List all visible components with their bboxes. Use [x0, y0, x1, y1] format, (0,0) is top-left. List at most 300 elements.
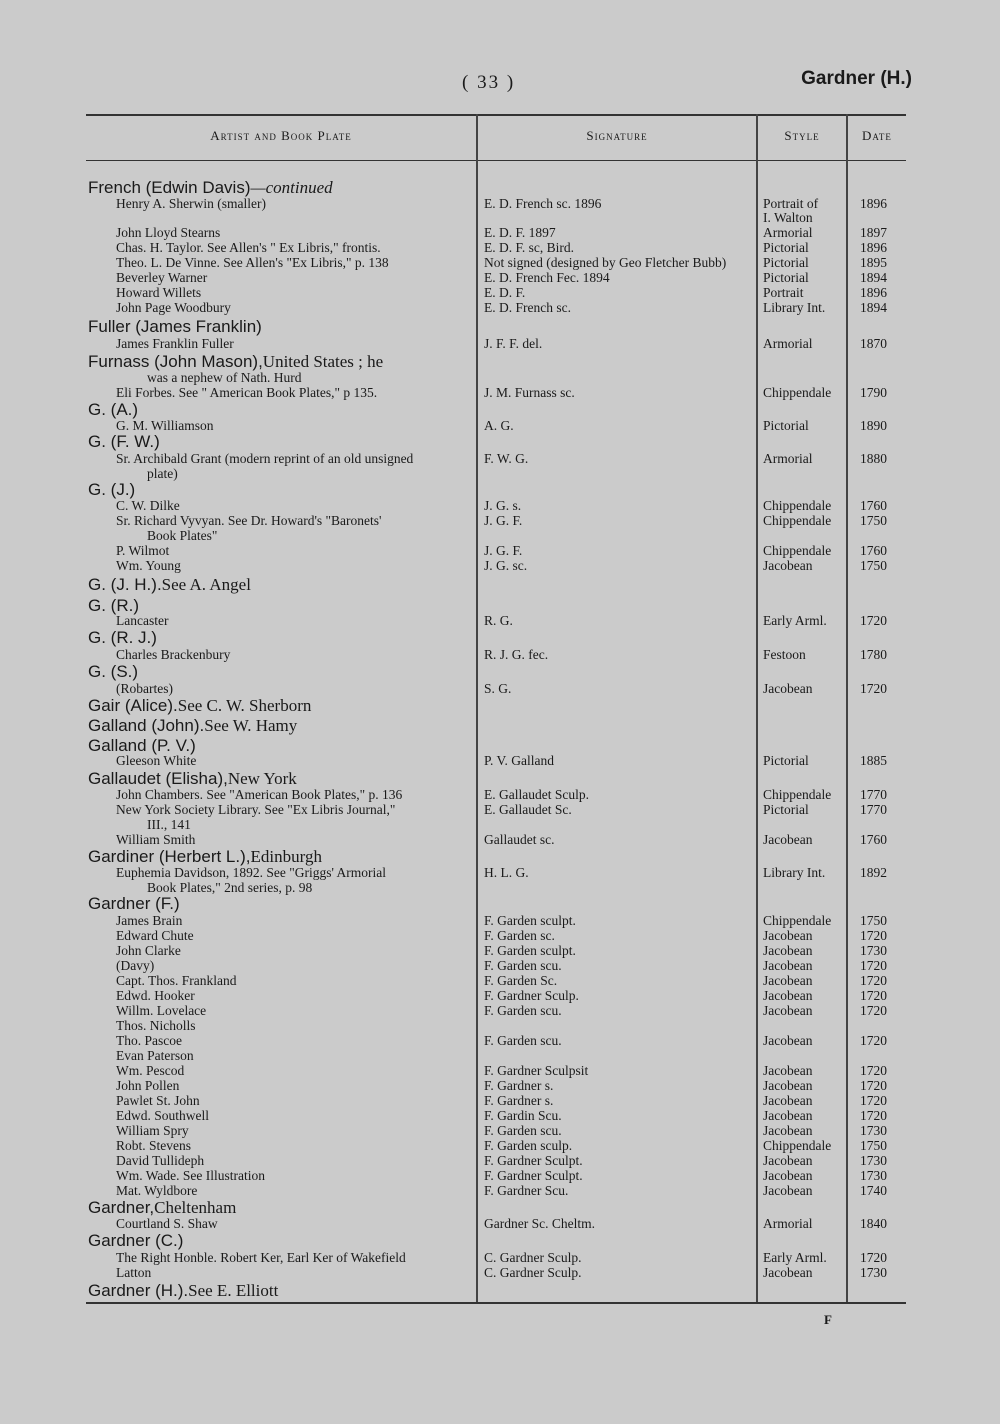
artist-name	[88, 352, 383, 372]
book-plate-owner: Book Plates"	[147, 528, 218, 543]
date-cell: 1720	[860, 1108, 887, 1123]
artist-heading-text: G. (F. W.)	[88, 432, 160, 451]
signature-cell: F. Gardner Sculpt.	[484, 1168, 583, 1183]
style-cell: Jacobean	[763, 1003, 813, 1018]
date-cell: 1720	[860, 988, 887, 1003]
table-row	[0, 466, 1000, 481]
table-row	[0, 370, 1000, 385]
table-row	[0, 1168, 1000, 1183]
date-cell: 1720	[860, 928, 887, 943]
signature-cell: C. Gardner Sculp.	[484, 1265, 582, 1280]
artist-heading-note: See C. W. Sherborn	[177, 696, 312, 715]
date-cell: 1885	[860, 753, 887, 768]
signature-cell: H. L. G.	[484, 865, 529, 880]
book-plate-owner: Eli Forbes. See " American Book Plates," p 135.	[116, 385, 378, 400]
signature-cell: E. D. F. 1897	[484, 225, 556, 240]
style-cell: Chippendale	[763, 513, 832, 528]
book-plate-owner: Beverley Warner	[116, 270, 208, 285]
artist-heading-text: French (Edwin Davis)	[88, 178, 251, 197]
book-plate-owner: Latton	[116, 1265, 152, 1280]
signature-cell: J. G. sc.	[484, 558, 528, 573]
bottom-rule	[86, 1302, 906, 1304]
artist-name	[88, 696, 311, 716]
book-plate-owner: William Smith	[116, 832, 196, 847]
artist-heading	[0, 352, 1000, 372]
style-cell: I. Walton	[763, 210, 813, 225]
table-row	[0, 817, 1000, 832]
style-cell: Library Int.	[763, 865, 826, 880]
table-row	[0, 513, 1000, 528]
artist-heading-note: See A. Angel	[161, 575, 251, 594]
date-cell: 1897	[860, 225, 887, 240]
signature-cell: S. G.	[484, 681, 512, 696]
artist-heading	[0, 662, 1000, 682]
date-cell: 1730	[860, 1265, 887, 1280]
date-cell: 1750	[860, 558, 887, 573]
book-plate-owner: Mat. Wyldbore	[116, 1183, 198, 1198]
signature-cell: F. Garden sculpt.	[484, 913, 576, 928]
style-cell: Jacobean	[763, 1265, 813, 1280]
style-cell: Jacobean	[763, 1123, 813, 1138]
book-plate-owner: David Tullideph	[116, 1153, 205, 1168]
signature-cell: C. Gardner Sculp.	[484, 1250, 582, 1265]
signature-cell: Gallaudet sc.	[484, 832, 555, 847]
table-row	[0, 988, 1000, 1003]
artist-heading-note: Cheltenham	[154, 1198, 237, 1217]
artist-heading-text: G. (J.)	[88, 480, 136, 499]
table-row	[0, 1138, 1000, 1153]
date-cell: 1730	[860, 943, 887, 958]
date-cell: 1730	[860, 1168, 887, 1183]
style-cell: Jacobean	[763, 943, 813, 958]
book-plate-owner: Gleeson White	[116, 753, 197, 768]
signature-cell: F. Gardner Sculpsit	[484, 1063, 589, 1078]
table-row	[0, 1265, 1000, 1280]
book-plate-owner: (Robartes)	[116, 681, 173, 696]
style-cell: Portrait	[763, 285, 804, 300]
artist-heading	[0, 575, 1000, 595]
signature-cell: F. Garden Sc.	[484, 973, 558, 988]
table-row	[0, 1153, 1000, 1168]
top-rule	[86, 114, 906, 116]
signature-cell: J. M. Furnass sc.	[484, 385, 575, 400]
signature-cell: F. Garden sculpt.	[484, 943, 576, 958]
table-row	[0, 196, 1000, 211]
artist-heading	[0, 847, 1000, 867]
table-row	[0, 958, 1000, 973]
date-cell: 1895	[860, 255, 887, 270]
style-cell: Jacobean	[763, 832, 813, 847]
artist-heading	[0, 716, 1000, 736]
style-cell: Jacobean	[763, 1093, 813, 1108]
book-plate-owner: Edwd. Hooker	[116, 988, 195, 1003]
book-plate-owner: Lancaster	[116, 613, 169, 628]
artist-heading-note: Edinburgh	[250, 847, 322, 866]
table-row	[0, 336, 1000, 351]
signature-cell: J. G. F.	[484, 513, 523, 528]
artist-heading-text: G. (J. H.).	[88, 575, 162, 594]
artist-name	[88, 716, 297, 736]
artist-heading-note: See W. Hamy	[204, 716, 298, 735]
running-head: Gardner (H.)	[801, 68, 912, 89]
date-cell: 1720	[860, 1078, 887, 1093]
book-plate-owner: Capt. Thos. Frankland	[116, 973, 237, 988]
table-row	[0, 385, 1000, 400]
style-cell: Chippendale	[763, 787, 832, 802]
date-cell: 1896	[860, 240, 887, 255]
artist-heading-text: Gardner (F.)	[88, 894, 180, 913]
style-cell: Pictorial	[763, 802, 809, 817]
book-plate-owner: Wm. Pescod	[116, 1063, 185, 1078]
style-cell: Early Arml.	[763, 613, 827, 628]
book-plate-owner: G. M. Williamson	[116, 418, 214, 433]
style-cell: Jacobean	[763, 681, 813, 696]
date-cell: 1896	[860, 285, 887, 300]
artist-heading	[0, 432, 1000, 452]
signature-cell: E. Gallaudet Sc.	[484, 802, 572, 817]
signature-cell: E. Gallaudet Sculp.	[484, 787, 589, 802]
date-cell: 1790	[860, 385, 887, 400]
artist-heading-note: See E. Elliott	[188, 1281, 279, 1300]
style-cell: Armorial	[763, 451, 813, 466]
book-plate-owner: New York Society Library. See "Ex Libris Journal,"	[116, 802, 396, 817]
signature-cell: F. Garden scu.	[484, 958, 562, 973]
book-plate-owner: Theo. L. De Vinne. See Allen's "Ex Libris," p. 138	[116, 255, 389, 270]
artist-heading-text: G. (R.)	[88, 596, 139, 615]
style-cell: Pictorial	[763, 255, 809, 270]
date-cell: 1720	[860, 958, 887, 973]
book-plate-owner: Sr. Archibald Grant (modern reprint of an old unsigned	[116, 451, 414, 466]
table-row	[0, 865, 1000, 880]
signature-cell: R. J. G. fec.	[484, 647, 549, 662]
book-plate-owner: Edward Chute	[116, 928, 194, 943]
table-row	[0, 558, 1000, 573]
book-plate-owner: William Spry	[116, 1123, 189, 1138]
signature-cell: E. D. French sc. 1896	[484, 196, 602, 211]
date-cell: 1760	[860, 498, 887, 513]
table-row	[0, 832, 1000, 847]
signature-cell: J. G. F.	[484, 543, 523, 558]
table-row	[0, 1078, 1000, 1093]
artist-heading-note: —continued	[250, 178, 333, 197]
table-row	[0, 543, 1000, 558]
style-cell: Chippendale	[763, 498, 832, 513]
style-cell: Jacobean	[763, 1168, 813, 1183]
date-cell: 1720	[860, 1250, 887, 1265]
book-plate-owner: was a nephew of Nath. Hurd	[147, 370, 302, 385]
artist-name	[88, 317, 262, 337]
style-cell: Jacobean	[763, 958, 813, 973]
style-cell: Portrait of	[763, 196, 819, 211]
style-cell: Library Int.	[763, 300, 826, 315]
signature-cell: E. D. French sc.	[484, 300, 571, 315]
table-row	[0, 300, 1000, 315]
book-plate-owner: Edwd. Southwell	[116, 1108, 209, 1123]
date-cell: 1870	[860, 336, 887, 351]
book-plate-owner: (Davy)	[116, 958, 155, 973]
date-cell: 1894	[860, 300, 887, 315]
artist-heading-text: Galland (P. V.)	[88, 736, 196, 755]
column-header-artist: Artist and Book Plate	[210, 128, 352, 143]
book-plate-owner: John Page Woodbury	[116, 300, 231, 315]
table-row	[0, 210, 1000, 225]
signature-cell: F. Garden sculp.	[484, 1138, 573, 1153]
date-cell: 1780	[860, 647, 887, 662]
date-cell: 1720	[860, 1093, 887, 1108]
column-header-style: Style	[784, 128, 820, 143]
artist-heading-text: Gardner (C.)	[88, 1231, 184, 1250]
table-row	[0, 1003, 1000, 1018]
book-plate-owner: Sr. Richard Vyvyan. See Dr. Howard's "Baronets'	[116, 513, 382, 528]
header-rule	[86, 160, 906, 161]
table-row	[0, 1183, 1000, 1198]
style-cell: Chippendale	[763, 913, 832, 928]
book-plate-owner: John Clarke	[116, 943, 181, 958]
book-plate-owner: Courtland S. Shaw	[116, 1216, 218, 1231]
signature-cell: R. G.	[484, 613, 513, 628]
book-plate-owner: Book Plates," 2nd series, p. 98	[147, 880, 313, 895]
signature-cell: F. Gardner Sculpt.	[484, 1153, 583, 1168]
style-cell: Pictorial	[763, 240, 809, 255]
style-cell: Early Arml.	[763, 1250, 827, 1265]
table-row	[0, 973, 1000, 988]
signature-cell: E. D. French Fec. 1894	[484, 270, 610, 285]
artist-name	[88, 769, 297, 789]
book-plate-owner: C. W. Dilke	[116, 498, 180, 513]
style-cell: Chippendale	[763, 543, 832, 558]
date-cell: 1740	[860, 1183, 887, 1198]
date-cell: 1730	[860, 1123, 887, 1138]
artist-name	[88, 628, 157, 648]
table-row	[0, 1123, 1000, 1138]
artist-name	[88, 575, 251, 595]
style-cell: Chippendale	[763, 1138, 832, 1153]
artist-name	[88, 1281, 278, 1301]
date-cell: 1750	[860, 1138, 887, 1153]
table-row	[0, 928, 1000, 943]
table-row	[0, 225, 1000, 240]
book-plate-owner: Evan Paterson	[116, 1048, 194, 1063]
artist-name	[88, 894, 180, 914]
table-row	[0, 528, 1000, 543]
artist-heading-text: Gardner (H.).	[88, 1281, 189, 1300]
style-cell: Jacobean	[763, 1153, 813, 1168]
artist-heading	[0, 480, 1000, 500]
book-plate-owner: plate)	[147, 466, 178, 481]
signature-cell: F. Gardner Scu.	[484, 1183, 569, 1198]
artist-name	[88, 1198, 236, 1218]
artist-heading-text: G. (A.)	[88, 400, 139, 419]
book-plate-owner: Chas. H. Taylor. See Allen's " Ex Libris," frontis.	[116, 240, 381, 255]
artist-heading	[0, 628, 1000, 648]
table-row	[0, 1018, 1000, 1033]
signature-cell: F. Garden sc.	[484, 928, 555, 943]
artist-heading	[0, 894, 1000, 914]
artist-name	[88, 178, 333, 198]
style-cell: Jacobean	[763, 928, 813, 943]
book-plate-owner: Tho. Pascoe	[116, 1033, 182, 1048]
artist-heading	[0, 769, 1000, 789]
artist-name	[88, 847, 322, 867]
book-plate-owner: Pawlet St. John	[116, 1093, 200, 1108]
column-header-signature: Signature	[586, 128, 648, 143]
signature-mark: F	[824, 1312, 832, 1327]
column-header-date: Date	[862, 128, 892, 143]
book-plate-owner: Willm. Lovelace	[116, 1003, 207, 1018]
date-cell: 1720	[860, 973, 887, 988]
table-row	[0, 285, 1000, 300]
artist-heading	[0, 317, 1000, 337]
book-plate-owner: Thos. Nicholls	[116, 1018, 196, 1033]
artist-name	[88, 480, 135, 500]
artist-heading-text: Gardiner (Herbert L.),	[88, 847, 251, 866]
signature-cell: J. F. F. del.	[484, 336, 543, 351]
book-plate-owner: III., 141	[147, 817, 191, 832]
style-cell: Armorial	[763, 336, 813, 351]
artist-heading	[0, 1231, 1000, 1251]
style-cell: Armorial	[763, 225, 813, 240]
date-cell: 1760	[860, 543, 887, 558]
table-row	[0, 1108, 1000, 1123]
table-row	[0, 1250, 1000, 1265]
artist-heading-note: New York	[227, 769, 297, 788]
style-cell: Pictorial	[763, 270, 809, 285]
artist-heading-text: Gair (Alice).	[88, 696, 178, 715]
table-row	[0, 1216, 1000, 1231]
artist-name	[88, 1231, 183, 1251]
table-row	[0, 681, 1000, 696]
date-cell: 1760	[860, 832, 887, 847]
book-plate-owner: John Pollen	[116, 1078, 180, 1093]
date-cell: 1750	[860, 513, 887, 528]
date-cell: 1770	[860, 787, 887, 802]
table-row	[0, 1033, 1000, 1048]
table-row	[0, 1093, 1000, 1108]
date-cell: 1880	[860, 451, 887, 466]
signature-cell: P. V. Galland	[484, 753, 555, 768]
style-cell: Pictorial	[763, 418, 809, 433]
date-cell: 1894	[860, 270, 887, 285]
signature-cell: E. D. F. sc, Bird.	[484, 240, 575, 255]
signature-cell: F. Gardner Sculp.	[484, 988, 579, 1003]
date-cell: 1720	[860, 1033, 887, 1048]
date-cell: 1720	[860, 681, 887, 696]
artist-name	[88, 662, 138, 682]
signature-cell: F. Gardin Scu.	[484, 1108, 562, 1123]
table-row	[0, 270, 1000, 285]
table-row	[0, 418, 1000, 433]
book-plate-owner: James Brain	[116, 913, 183, 928]
artist-heading	[0, 1281, 1000, 1301]
style-cell: Jacobean	[763, 1183, 813, 1198]
style-cell: Jacobean	[763, 973, 813, 988]
table-row	[0, 451, 1000, 466]
artist-heading-text: Furnass (John Mason),	[88, 352, 263, 371]
date-cell: 1896	[860, 196, 887, 211]
artist-heading-text: G. (R. J.)	[88, 628, 157, 647]
signature-cell: Not signed (designed by Geo Fletcher Bubb)	[484, 255, 727, 270]
signature-cell: F. Garden scu.	[484, 1123, 562, 1138]
table-row	[0, 1048, 1000, 1063]
date-cell: 1720	[860, 613, 887, 628]
book-plate-owner: Wm. Wade. See Illustration	[116, 1168, 266, 1183]
table-row	[0, 1063, 1000, 1078]
artist-heading-note: United States ; he	[262, 352, 384, 371]
signature-cell: F. W. G.	[484, 451, 529, 466]
style-cell: Armorial	[763, 1216, 813, 1231]
book-plate-owner: Wm. Young	[116, 558, 181, 573]
artist-heading	[0, 400, 1000, 420]
date-cell: 1720	[860, 1003, 887, 1018]
signature-cell: F. Gardner s.	[484, 1078, 554, 1093]
book-plate-owner: Euphemia Davidson, 1892. See "Griggs' Armorial	[116, 865, 387, 880]
book-plate-owner: P. Wilmot	[116, 543, 170, 558]
table-row	[0, 943, 1000, 958]
table-row	[0, 753, 1000, 768]
signature-cell: A. G.	[484, 418, 514, 433]
signature-cell: Gardner Sc. Cheltm.	[484, 1216, 595, 1231]
style-cell: Jacobean	[763, 988, 813, 1003]
book-plate-owner: Henry A. Sherwin (smaller)	[116, 196, 266, 211]
signature-cell: J. G. s.	[484, 498, 522, 513]
table-row	[0, 787, 1000, 802]
table-row	[0, 613, 1000, 628]
artist-heading-text: Galland (John).	[88, 716, 205, 735]
style-cell: Chippendale	[763, 385, 832, 400]
style-cell: Jacobean	[763, 1063, 813, 1078]
book-plate-owner: Charles Brackenbury	[116, 647, 231, 662]
book-plate-owner: James Franklin Fuller	[116, 336, 234, 351]
artist-heading-text: Gardner,	[88, 1198, 155, 1217]
book-plate-owner: John Lloyd Stearns	[116, 225, 221, 240]
book-plate-owner: Robt. Stevens	[116, 1138, 192, 1153]
signature-cell: F. Gardner s.	[484, 1093, 554, 1108]
artist-name	[88, 432, 160, 452]
artist-heading	[0, 696, 1000, 716]
book-plate-owner: The Right Honble. Robert Ker, Earl Ker of Wakefield	[116, 1250, 406, 1265]
table-row	[0, 498, 1000, 513]
style-cell: Jacobean	[763, 558, 813, 573]
artist-heading	[0, 178, 1000, 198]
date-cell: 1750	[860, 913, 887, 928]
date-cell: 1892	[860, 865, 887, 880]
artist-heading-text: Fuller (James Franklin)	[88, 317, 262, 336]
table-row	[0, 802, 1000, 817]
style-cell: Festoon	[763, 647, 806, 662]
artist-heading-text: Gallaudet (Elisha),	[88, 769, 228, 788]
date-cell: 1720	[860, 1063, 887, 1078]
date-cell: 1840	[860, 1216, 887, 1231]
table-row	[0, 880, 1000, 895]
date-cell: 1730	[860, 1153, 887, 1168]
date-cell: 1890	[860, 418, 887, 433]
book-plate-owner: John Chambers. See "American Book Plates," p. 136	[116, 787, 403, 802]
style-cell: Pictorial	[763, 753, 809, 768]
signature-cell: F. Garden scu.	[484, 1003, 562, 1018]
style-cell: Jacobean	[763, 1108, 813, 1123]
artist-name	[88, 400, 138, 420]
style-cell: Jacobean	[763, 1033, 813, 1048]
signature-cell: F. Garden scu.	[484, 1033, 562, 1048]
style-cell: Jacobean	[763, 1078, 813, 1093]
table-row	[0, 240, 1000, 255]
table-row	[0, 647, 1000, 662]
signature-cell: E. D. F.	[484, 285, 526, 300]
table-row	[0, 255, 1000, 270]
date-cell: 1770	[860, 802, 887, 817]
artist-heading	[0, 1198, 1000, 1218]
page-number: ( 33 )	[462, 72, 516, 93]
